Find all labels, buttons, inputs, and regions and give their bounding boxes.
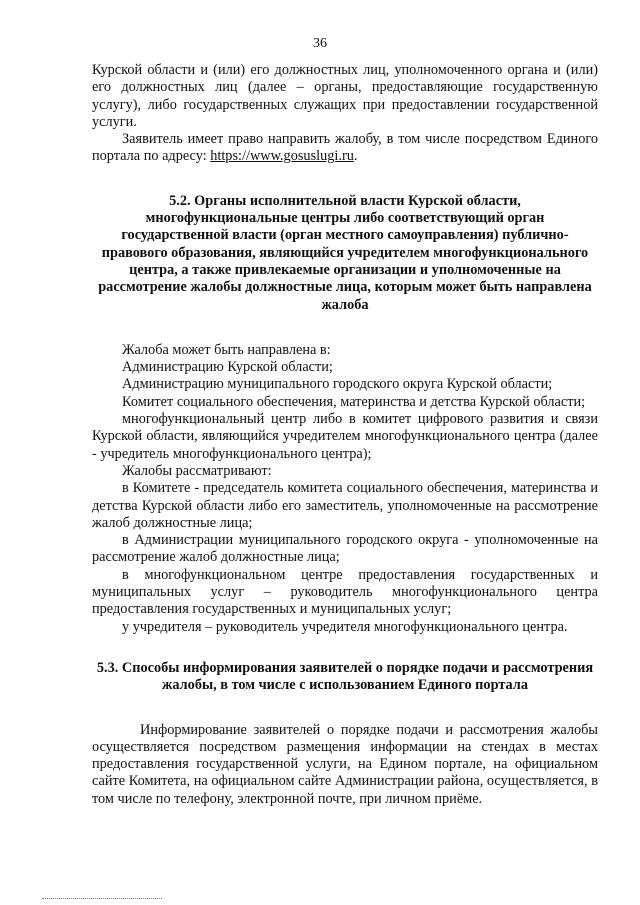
gosuslugi-link[interactable]: https://www.gosuslugi.ru [210, 148, 354, 165]
footer-divider [42, 898, 162, 901]
intro-paragraph-complaint-right [92, 131, 598, 166]
page-number: 36 [313, 36, 327, 51]
section-5-2-paragraph: Администрацию Курской области; [122, 359, 333, 376]
section-5-2-paragraph: Администрацию муниципального городского округа Курской области; [122, 376, 553, 393]
section-5-2-paragraph: в многофункциональном центре предоставления государственных и муниципальных услуг – руководитель многофункционального центра предоставления государственных и муниципальных услуг; [92, 566, 598, 618]
section-5-2-paragraph: в Администрации муниципального городского округа - уполномоченные на рассмотрение жалоб должностные лица; [92, 532, 598, 566]
document-body [92, 62, 598, 808]
intro-paragraph-continued: Курской области и (или) его должностных лиц, уполномоченного органа и (или) его должностных лиц (далее – органы, предоставляющие государственную услугу), либо государственных служащих при предоставлении государственной услуги. [92, 62, 598, 130]
section-5-2-paragraph: Жалоба может быть направлена в: [122, 341, 331, 358]
section-5-2-paragraph: Комитет социального обеспечения, материнства и детства Курской области; [122, 393, 586, 410]
section-5-2-paragraph: Жалобы рассматривают: [122, 462, 272, 479]
section-5-2-paragraph: многофункциональный центр либо в комитет цифрового развития и связи Курской области, являющийся учредителем многофункционального центра (далее - учредитель многофункционального центра); [92, 411, 598, 462]
complaint-right-text: Заявитель имеет право направить жалобу, в том числе посредством Единого портала по адресу: [92, 131, 598, 165]
section-5-3-paragraph: Информирование заявителей о порядке подачи и рассмотрения жалобы осуществляется посредством размещения информации на стендах в местах предоставления государственной услуги, на Едином портале, на официальном сайте Комитета, на официальном сайте Администрации района, осуществляется, в том числе по телефону, электронной почте, при личном приёме. [92, 721, 598, 807]
section-5-2-heading: 5.2. Органы исполнительной власти Курской области, многофункциональные центры либо соответствующий орган государственной власти (орган местного самоуправления) публично-правового образования, являющийся учредителем многофункционального центра, а также привлекаемые организации и уполномоченные на рассмотрение жалобы должностные лица, которым может быть направлена жалоба [98, 192, 592, 313]
section-5-2-paragraph: в Комитете - председатель комитета социального обеспечения, материнства и детства Курской области либо его заместитель, уполномоченные на рассмотрение жалоб должностные лица; [92, 480, 598, 531]
section-5-2-paragraph: у учредителя – руководитель учредителя многофункционального центра. [122, 618, 568, 635]
section-5-3-heading: 5.3. Способы информирования заявителей о порядке подачи и рассмотрения жалобы, в том числе с использованием Единого портала [96, 659, 594, 694]
complaint-right-end: . [353, 148, 358, 165]
